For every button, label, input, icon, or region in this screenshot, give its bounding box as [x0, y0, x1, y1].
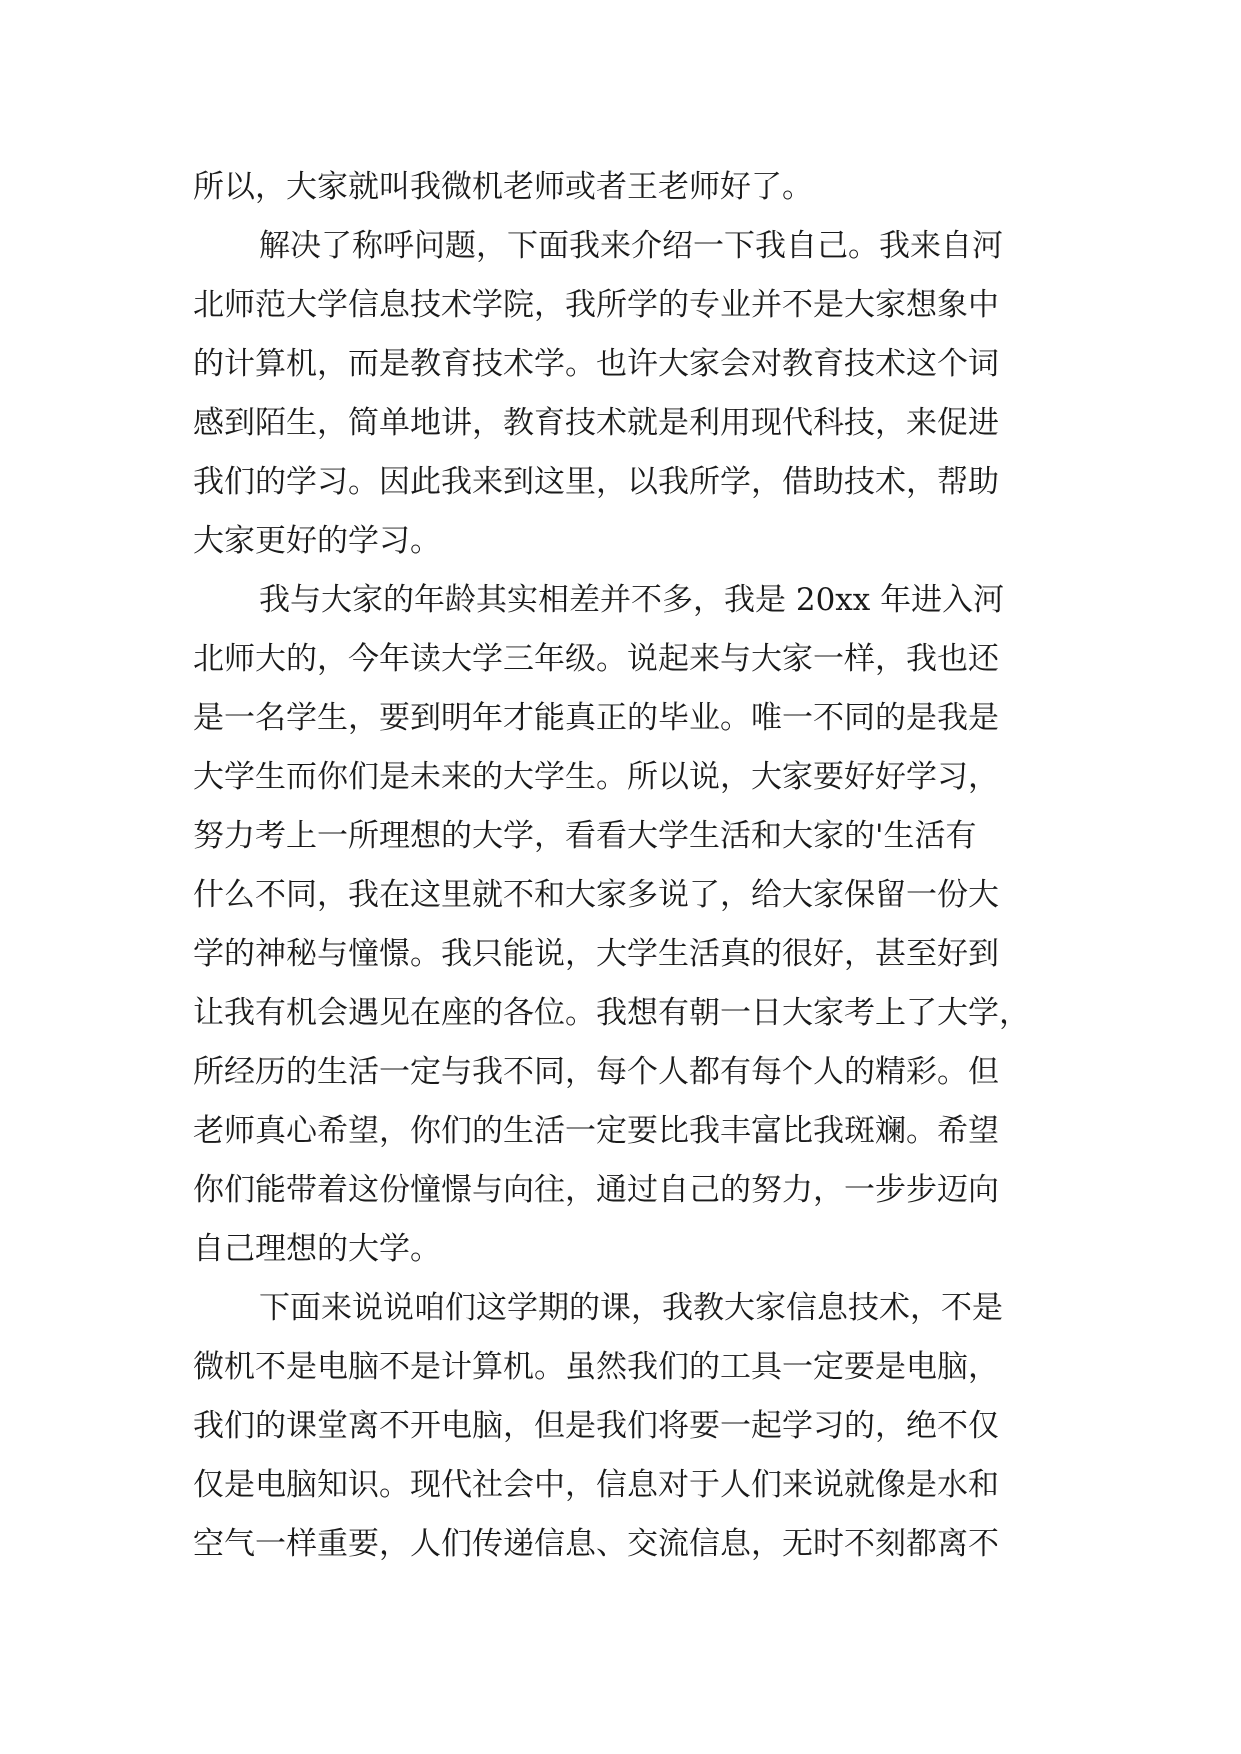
text-line: 感到陌生，简单地讲，教育技术就是利用现代科技，来促进	[193, 405, 999, 441]
text-line: 大学生而你们是未来的大学生。所以说，大家要好好学习，	[193, 759, 999, 795]
text-line: 微机不是电脑不是计算机。虽然我们的工具一定要是电脑，	[193, 1349, 999, 1385]
text-line: 学的神秘与憧憬。我只能说，大学生活真的很好，甚至好到	[193, 936, 999, 972]
text-line: 仅是电脑知识。现代社会中，信息对于人们来说就像是水和	[193, 1467, 999, 1503]
text-line: 我们的学习。因此我来到这里，以我所学，借助技术，帮助	[193, 464, 999, 500]
text-line: 大家更好的学习。	[193, 523, 441, 559]
text-line: 老师真心希望，你们的生活一定要比我丰富比我斑斓。希望	[193, 1113, 999, 1149]
text-line: 什么不同，我在这里就不和大家多说了，给大家保留一份大	[193, 877, 999, 913]
text-line: 我们的课堂离不开电脑，但是我们将要一起学习的，绝不仅	[193, 1408, 999, 1444]
text-line: 自己理想的大学。	[193, 1231, 441, 1267]
text-line: 空气一样重要，人们传递信息、交流信息，无时不刻都离不	[193, 1526, 999, 1562]
text-line: 下面来说说咱们这学期的课，我教大家信息技术，不是	[259, 1290, 1003, 1326]
text-line: 努力考上一所理想的大学，看看大学生活和大家的'生活有	[193, 818, 977, 854]
text-line: 是一名学生，要到明年才能真正的毕业。唯一不同的是我是	[193, 700, 999, 736]
text-line: 让我有机会遇见在座的各位。我想有朝一日大家考上了大学，	[193, 995, 1030, 1031]
text-line: 我与大家的年龄其实相差并不多，我是 20xx 年进入河	[259, 582, 1005, 618]
text-line: 北师大的，今年读大学三年级。说起来与大家一样，我也还	[193, 641, 999, 677]
document-body	[193, 158, 1053, 1574]
text-line: 解决了称呼问题，下面我来介绍一下我自己。我来自河	[259, 228, 1003, 264]
text-line: 你们能带着这份憧憬与向往，通过自己的努力，一步步迈向	[193, 1172, 999, 1208]
text-line: 的计算机，而是教育技术学。也许大家会对教育技术这个词	[193, 346, 999, 382]
text-line: 北师范大学信息技术学院，我所学的专业并不是大家想象中	[193, 287, 999, 323]
text-line: 所以，大家就叫我微机老师或者王老师好了。	[193, 169, 813, 205]
text-line: 所经历的生活一定与我不同，每个人都有每个人的精彩。但	[193, 1054, 999, 1090]
